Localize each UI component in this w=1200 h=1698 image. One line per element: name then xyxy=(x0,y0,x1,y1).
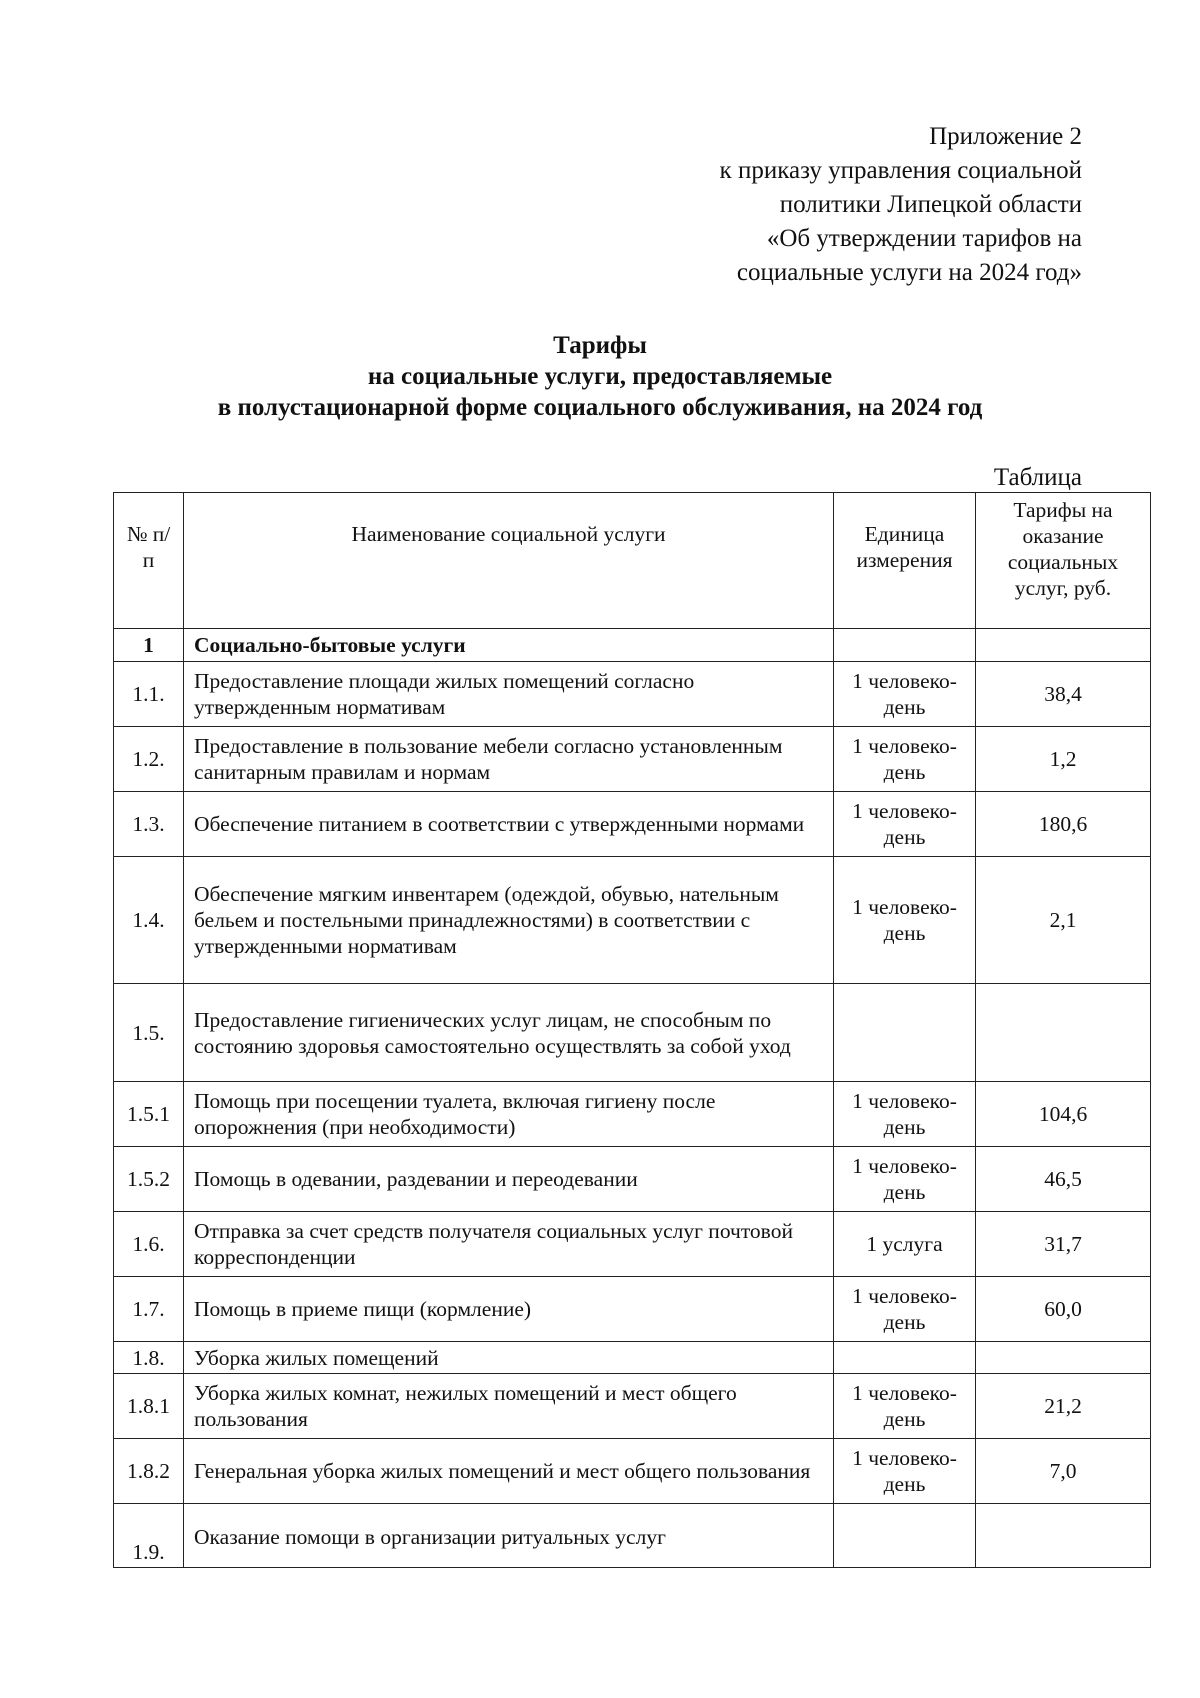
title-line: в полустационарной форме социального обслуживания, на 2024 год xyxy=(217,394,983,421)
appendix-line: Приложение 2 xyxy=(929,123,1082,150)
row-name: Предоставление в пользование мебели согласно установленным санитарным правилам и нормам xyxy=(184,727,834,792)
row-name: Помощь в одевании, раздевании и переодевании xyxy=(184,1147,834,1212)
row-unit: 1 человеко-день xyxy=(834,1374,976,1439)
appendix-line: социальные услуги на 2024 год» xyxy=(736,259,1082,286)
table-header-row xyxy=(114,493,1151,629)
table-row xyxy=(114,1147,1151,1212)
row-tariff: 46,5 xyxy=(976,1147,1151,1212)
row-name: Помощь при посещении туалета, включая гигиену после опорожнения (при необходимости) xyxy=(184,1082,834,1147)
row-unit xyxy=(834,1342,976,1374)
appendix-block xyxy=(720,120,1082,290)
row-tariff xyxy=(976,1504,1151,1568)
row-name: Предоставление гигиенических услуг лицам, не способным по состоянию здоровья самостоятельно осуществлять за собой уход xyxy=(184,984,834,1082)
row-num: 1.7. xyxy=(114,1277,184,1342)
table-row xyxy=(114,662,1151,727)
row-unit xyxy=(834,1504,976,1568)
row-num: 1.8.2 xyxy=(114,1439,184,1504)
row-tariff: 2,1 xyxy=(976,857,1151,984)
row-num: 1.8.1 xyxy=(114,1374,184,1439)
row-name: Социально-бытовые услуги xyxy=(184,629,834,662)
row-num: 1.1. xyxy=(114,662,184,727)
table-row xyxy=(114,1277,1151,1342)
header-name: Наименование социальной услуги xyxy=(184,493,834,629)
row-unit: 1 человеко-день xyxy=(834,1147,976,1212)
row-name: Уборка жилых комнат, нежилых помещений и мест общего пользования xyxy=(184,1374,834,1439)
row-unit: 1 человеко-день xyxy=(834,1439,976,1504)
tariffs-table xyxy=(113,492,1151,1568)
appendix-line: «Об утверждении тарифов на xyxy=(766,225,1082,252)
row-tariff: 1,2 xyxy=(976,727,1151,792)
row-num: 1.9. xyxy=(114,1504,184,1568)
table-row xyxy=(114,1374,1151,1439)
row-name: Уборка жилых помещений xyxy=(184,1342,834,1374)
row-num: 1.3. xyxy=(114,792,184,857)
table-row xyxy=(114,1342,1151,1374)
row-name: Обеспечение мягким инвентарем (одеждой, обувью, нательным бельем и постельными принадлежностями) в соответствии с утвержденными нормативам xyxy=(184,857,834,984)
table-row xyxy=(114,1439,1151,1504)
row-num: 1.4. xyxy=(114,857,184,984)
row-unit: 1 человеко-день xyxy=(834,662,976,727)
row-num: 1.6. xyxy=(114,1212,184,1277)
table-label: Таблица xyxy=(993,464,1082,491)
title-line: Тарифы xyxy=(553,332,647,359)
title-line: на социальные услуги, предоставляемые xyxy=(367,363,833,390)
row-name: Предоставление площади жилых помещений согласно утвержденным нормативам xyxy=(184,662,834,727)
table-row xyxy=(114,629,1151,662)
row-name: Помощь в приеме пищи (кормление) xyxy=(184,1277,834,1342)
row-unit: 1 человеко-день xyxy=(834,1277,976,1342)
row-num: 1.8. xyxy=(114,1342,184,1374)
row-num: 1.2. xyxy=(114,727,184,792)
table-row xyxy=(114,792,1151,857)
row-tariff xyxy=(976,1342,1151,1374)
row-name: Оказание помощи в организации ритуальных услуг xyxy=(184,1504,834,1568)
appendix-line: к приказу управления социальной xyxy=(719,157,1082,184)
row-unit: 1 человеко-день xyxy=(834,727,976,792)
row-tariff: 180,6 xyxy=(976,792,1151,857)
table-row xyxy=(114,1082,1151,1147)
row-num: 1.5. xyxy=(114,984,184,1082)
row-name: Генеральная уборка жилых помещений и мест общего пользования xyxy=(184,1439,834,1504)
row-tariff: 38,4 xyxy=(976,662,1151,727)
row-unit: 1 услуга xyxy=(834,1212,976,1277)
document-title xyxy=(0,330,1200,423)
header-num: № п/п xyxy=(114,493,184,629)
row-num: 1 xyxy=(114,629,184,662)
row-name: Обеспечение питанием в соответствии с утвержденными нормами xyxy=(184,792,834,857)
row-tariff xyxy=(976,984,1151,1082)
table-row xyxy=(114,1212,1151,1277)
row-tariff xyxy=(976,629,1151,662)
table-row xyxy=(114,1504,1151,1568)
row-unit: 1 человеко-день xyxy=(834,857,976,984)
row-tariff: 60,0 xyxy=(976,1277,1151,1342)
table-row xyxy=(114,857,1151,984)
row-num: 1.5.2 xyxy=(114,1147,184,1212)
header-tariff: Тарифы на оказание социальных услуг, руб. xyxy=(976,493,1151,629)
row-tariff: 7,0 xyxy=(976,1439,1151,1504)
row-name: Отправка за счет средств получателя социальных услуг почтовой корреспонденции xyxy=(184,1212,834,1277)
row-unit xyxy=(834,629,976,662)
row-unit: 1 человеко-день xyxy=(834,1082,976,1147)
row-tariff: 21,2 xyxy=(976,1374,1151,1439)
table-row xyxy=(114,727,1151,792)
row-tariff: 31,7 xyxy=(976,1212,1151,1277)
row-unit xyxy=(834,984,976,1082)
appendix-line: политики Липецкой области xyxy=(779,191,1082,218)
table-row xyxy=(114,984,1151,1082)
row-unit: 1 человеко-день xyxy=(834,792,976,857)
header-unit: Единица измерения xyxy=(834,493,976,629)
row-num: 1.5.1 xyxy=(114,1082,184,1147)
row-tariff: 104,6 xyxy=(976,1082,1151,1147)
